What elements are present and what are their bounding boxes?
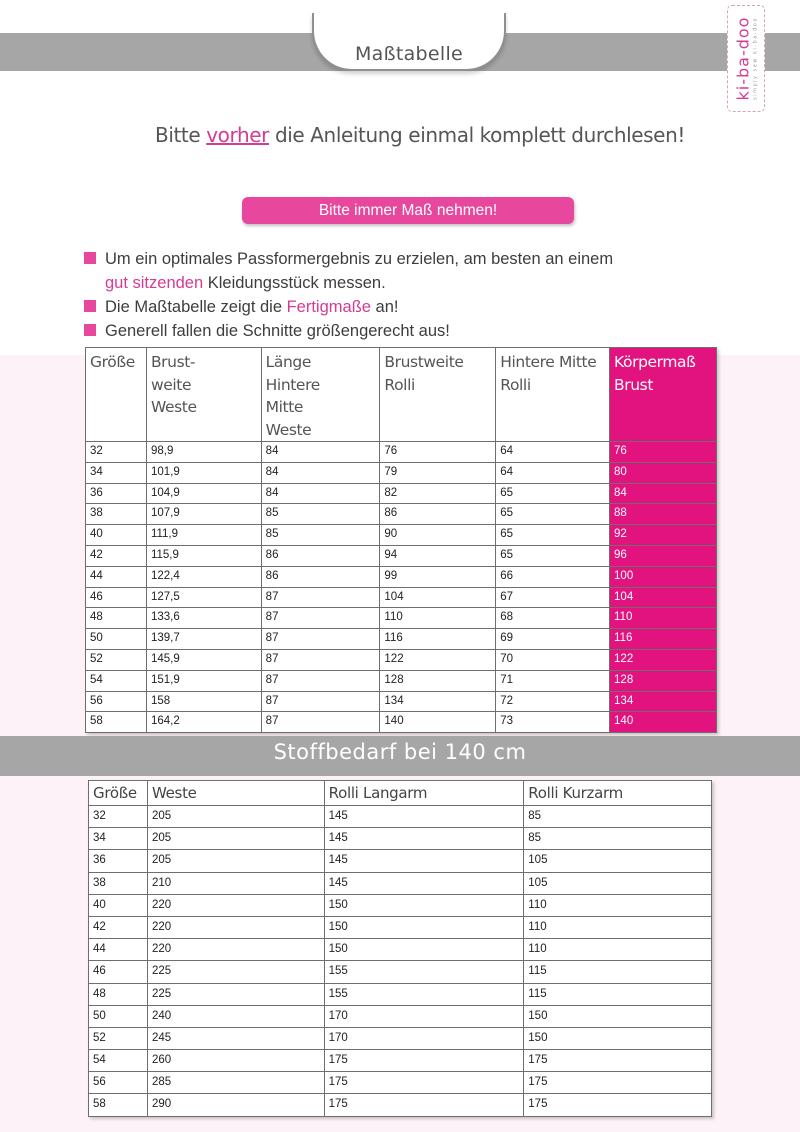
table-row [89,806,712,828]
table-cell: 96 [610,545,717,566]
table-row [86,483,717,504]
table-row [89,1005,712,1027]
table-cell: 73 [496,712,610,733]
table-cell: 150 [324,916,524,938]
table-row [86,462,717,483]
table-cell: 175 [324,1050,524,1072]
table-cell: 38 [89,872,148,894]
table-cell: 115,9 [146,545,261,566]
table-cell: 145 [324,806,524,828]
table-cell: 56 [89,1072,148,1094]
table-cell: 164,2 [146,712,261,733]
table-cell: 86 [261,545,380,566]
table-cell: 115 [524,983,712,1005]
table-row [89,961,712,983]
table-cell: 175 [524,1072,712,1094]
table-cell: 104,9 [146,483,261,504]
table-cell: 150 [524,1005,712,1027]
table-cell: 240 [147,1005,324,1027]
intro-after: die Anleitung einmal komplett durchlesen! [269,123,685,147]
brand-tagline: simply sew ki-ba-doo [752,17,759,100]
table-cell: 84 [610,483,717,504]
table-row [89,1072,712,1094]
table-cell: 34 [89,828,148,850]
table-cell: 67 [496,587,610,608]
table-cell: 110 [524,894,712,916]
table-cell: 87 [261,670,380,691]
column-header: Hintere Mitte Rolli [496,348,610,442]
column-header: Körpermaß Brust [610,348,717,442]
table-row [89,872,712,894]
table-row [86,566,717,587]
table-cell: 82 [380,483,496,504]
table-cell: 104 [380,587,496,608]
table-cell: 68 [496,608,610,629]
size-table [85,347,717,733]
table-cell: 85 [524,828,712,850]
table-cell: 58 [89,1094,148,1116]
table-row [89,850,712,872]
table-row [89,1094,712,1116]
table-cell: 116 [610,629,717,650]
intro-text [0,123,800,147]
table-cell: 88 [610,504,717,525]
table-cell: 140 [610,712,717,733]
table-cell: 290 [147,1094,324,1116]
table-cell: 85 [261,525,380,546]
table-cell: 151,9 [146,670,261,691]
table-cell: 220 [147,939,324,961]
table-cell: 34 [86,462,147,483]
table-cell: 175 [524,1050,712,1072]
table-cell: 111,9 [146,525,261,546]
table-cell: 145 [324,828,524,850]
table-cell: 116 [380,629,496,650]
table-cell: 145 [324,850,524,872]
table-row [86,670,717,691]
table-cell: 127,5 [146,587,261,608]
column-header: Rolli Kurzarm [524,781,712,806]
table-cell: 64 [496,442,610,463]
table-cell: 150 [324,894,524,916]
list-item: Die Maßtabelle zeigt die Fertigmaße an! [84,296,684,320]
table-row [89,1050,712,1072]
table-cell: 46 [89,961,148,983]
fabric-section-title: Stoffbedarf bei 140 cm [273,740,527,764]
table-row [86,587,717,608]
table-cell: 100 [610,566,717,587]
bullet-square-icon [84,324,96,336]
table-cell: 105 [524,872,712,894]
column-header: Brust- weite Weste [146,348,261,442]
table-cell: 50 [89,1005,148,1027]
highlight-text: gut sitzenden [105,274,204,292]
table-cell: 122,4 [146,566,261,587]
table-cell: 84 [261,442,380,463]
table-row [89,983,712,1005]
table-cell: 175 [324,1072,524,1094]
table-cell: 92 [610,525,717,546]
list-item-continuation: gut sitzenden Kleidungsstück messen. [105,274,386,292]
table-cell: 52 [86,649,147,670]
table-cell: 110 [524,939,712,961]
table-cell: 145,9 [146,649,261,670]
list-item: Generell fallen die Schnitte größengerecht aus! [84,320,684,344]
table-row [89,939,712,961]
table-cell: 87 [261,608,380,629]
table-cell: 79 [380,462,496,483]
table-cell: 36 [86,483,147,504]
table-cell: 56 [86,691,147,712]
table-cell: 155 [324,961,524,983]
table-cell: 48 [89,983,148,1005]
table-cell: 54 [89,1050,148,1072]
table-cell: 140 [380,712,496,733]
table-cell: 98,9 [146,442,261,463]
table-cell: 36 [89,850,148,872]
table-cell: 44 [86,566,147,587]
table-cell: 158 [146,691,261,712]
intro-before: Bitte [155,123,207,147]
table-cell: 205 [147,850,324,872]
table-cell: 87 [261,629,380,650]
header-tab [312,13,506,71]
table-cell: 99 [380,566,496,587]
table-cell: 122 [380,649,496,670]
table-cell: 42 [86,545,147,566]
table-cell: 145 [324,872,524,894]
bullet-square-icon [84,300,96,312]
table-cell: 44 [89,939,148,961]
header-band [0,33,800,71]
table-cell: 220 [147,894,324,916]
table-cell: 225 [147,983,324,1005]
table-cell: 52 [89,1027,148,1049]
table-row [89,916,712,938]
table-cell: 80 [610,462,717,483]
brand-name: ki-ba-doo [733,16,753,101]
list-item: Um ein optimales Passformergebnis zu erzielen, am besten an einem [84,248,684,272]
table-cell: 90 [380,525,496,546]
table-cell: 110 [610,608,717,629]
fabric-table [88,780,712,1117]
table-cell: 50 [86,629,147,650]
table-cell: 110 [380,608,496,629]
table-cell: 260 [147,1050,324,1072]
table-cell: 150 [324,939,524,961]
table-cell: 104 [610,587,717,608]
table-cell: 86 [261,566,380,587]
table-cell: 210 [147,872,324,894]
table-row [86,525,717,546]
table-cell: 107,9 [146,504,261,525]
table-cell: 150 [524,1027,712,1049]
table-cell: 139,7 [146,629,261,650]
table-cell: 133,6 [146,608,261,629]
table-cell: 84 [261,483,380,504]
brand-logo [727,5,765,112]
column-header: Rolli Langarm [324,781,524,806]
table-cell: 205 [147,828,324,850]
table-row [86,504,717,525]
table-cell: 32 [89,806,148,828]
table-cell: 87 [261,587,380,608]
table-cell: 69 [496,629,610,650]
bullet-square-icon [84,252,96,264]
column-header: Brustweite Rolli [380,348,496,442]
table-cell: 105 [524,850,712,872]
table-cell: 32 [86,442,147,463]
table-cell: 170 [324,1005,524,1027]
table-cell: 134 [380,691,496,712]
table-cell: 65 [496,545,610,566]
column-header: Länge Hintere Mitte Weste [261,348,380,442]
table-cell: 71 [496,670,610,691]
table-cell: 40 [89,894,148,916]
table-cell: 155 [324,983,524,1005]
table-row [86,629,717,650]
table-cell: 225 [147,961,324,983]
table-cell: 128 [380,670,496,691]
bullet-list [84,248,684,344]
table-cell: 101,9 [146,462,261,483]
column-header: Größe [89,781,148,806]
table-cell: 85 [524,806,712,828]
table-cell: 72 [496,691,610,712]
table-cell: 128 [610,670,717,691]
table-cell: 84 [261,462,380,483]
column-header: Weste [147,781,324,806]
table-row [86,545,717,566]
table-row [86,691,717,712]
table-cell: 205 [147,806,324,828]
table-cell: 70 [496,649,610,670]
table-row [86,712,717,733]
table-cell: 115 [524,961,712,983]
page-title: Maßtabelle [354,43,464,65]
table-cell: 46 [86,587,147,608]
table-cell: 87 [261,649,380,670]
table-cell: 122 [610,649,717,670]
table-cell: 58 [86,712,147,733]
table-row [86,649,717,670]
table-row [86,442,717,463]
table-cell: 42 [89,916,148,938]
table-cell: 94 [380,545,496,566]
table-cell: 220 [147,916,324,938]
table-row [89,1027,712,1049]
notice-banner: Bitte immer Maß nehmen! [242,197,574,224]
table-cell: 245 [147,1027,324,1049]
table-cell: 175 [324,1094,524,1116]
table-cell: 40 [86,525,147,546]
table-cell: 54 [86,670,147,691]
table-cell: 170 [324,1027,524,1049]
table-row [89,828,712,850]
table-cell: 64 [496,462,610,483]
table-cell: 87 [261,712,380,733]
table-row [89,894,712,916]
table-cell: 285 [147,1072,324,1094]
table-cell: 65 [496,525,610,546]
table-cell: 65 [496,483,610,504]
table-cell: 87 [261,691,380,712]
table-cell: 85 [261,504,380,525]
table-cell: 48 [86,608,147,629]
table-cell: 65 [496,504,610,525]
table-cell: 175 [524,1094,712,1116]
table-cell: 76 [380,442,496,463]
table-row [86,608,717,629]
table-cell: 76 [610,442,717,463]
column-header: Größe [86,348,147,442]
table-cell: 86 [380,504,496,525]
table-cell: 66 [496,566,610,587]
table-cell: 134 [610,691,717,712]
highlight-text: Fertigmaße [286,298,371,316]
table-cell: 110 [524,916,712,938]
intro-highlight: vorher [206,123,269,147]
table-cell: 38 [86,504,147,525]
